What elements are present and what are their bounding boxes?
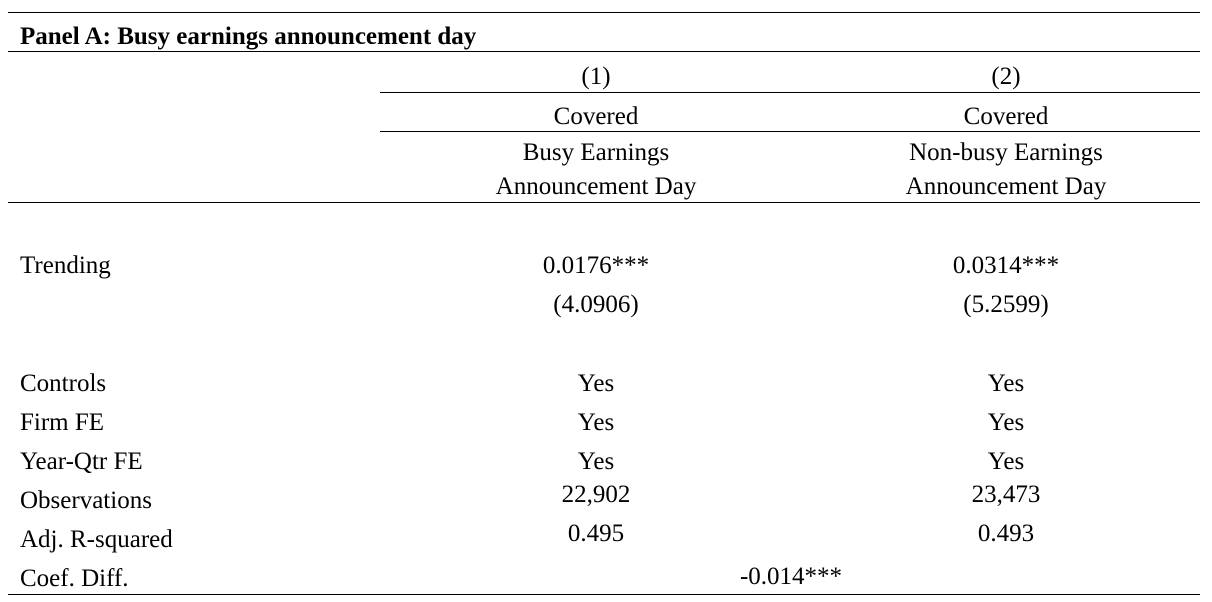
row-label-adj-r-squared: Adj. R-squared (20, 526, 173, 553)
observations-col2: 23,473 (971, 481, 1041, 508)
column-1-sample-line-2: Announcement Day (495, 173, 697, 200)
coef-diff-value: -0.014*** (739, 563, 843, 590)
column-number-rule (380, 92, 1200, 93)
adj-r-squared-col2: 0.493 (977, 520, 1035, 547)
column-1-number: (1) (581, 63, 611, 90)
column-2-sample-line-1: Non-busy Earnings (909, 139, 1103, 166)
column-2-sample-line-2: Announcement Day (905, 173, 1107, 200)
table-top-rule (8, 12, 1200, 13)
row-label-coef-diff: Coef. Diff. (20, 565, 129, 592)
header-bottom-rule (8, 202, 1200, 203)
trending-tstat-col2: (5.2599) (963, 291, 1049, 318)
column-2-number: (2) (991, 63, 1021, 90)
row-label-trending: Trending (20, 252, 111, 279)
trending-tstat-col1: (4.0906) (553, 291, 639, 318)
trending-coef-col1: 0.0176*** (542, 252, 650, 279)
row-label-controls: Controls (20, 370, 107, 397)
controls-col1: Yes (577, 370, 615, 397)
year-qtr-fe-col2: Yes (987, 448, 1025, 475)
observations-col1: 22,902 (561, 481, 631, 508)
row-label-observations: Observations (20, 487, 152, 514)
year-qtr-fe-col1: Yes (577, 448, 615, 475)
panel-title-rule (8, 51, 1200, 52)
column-1-sample-line-1: Busy Earnings (522, 139, 670, 166)
column-1-dependent: Covered (553, 103, 639, 130)
firm-fe-col1: Yes (577, 409, 615, 436)
dependent-variable-rule (380, 131, 1200, 132)
table-bottom-rule (8, 594, 1200, 595)
column-2-dependent: Covered (963, 103, 1049, 130)
firm-fe-col2: Yes (987, 409, 1025, 436)
adj-r-squared-col1: 0.495 (567, 520, 625, 547)
row-label-year-qtr-fe: Year-Qtr FE (20, 448, 143, 475)
controls-col2: Yes (987, 370, 1025, 397)
trending-coef-col2: 0.0314*** (952, 252, 1060, 279)
row-label-firm-fe: Firm FE (20, 409, 105, 436)
panel-title: Panel A: Busy earnings announcement day (20, 23, 477, 50)
